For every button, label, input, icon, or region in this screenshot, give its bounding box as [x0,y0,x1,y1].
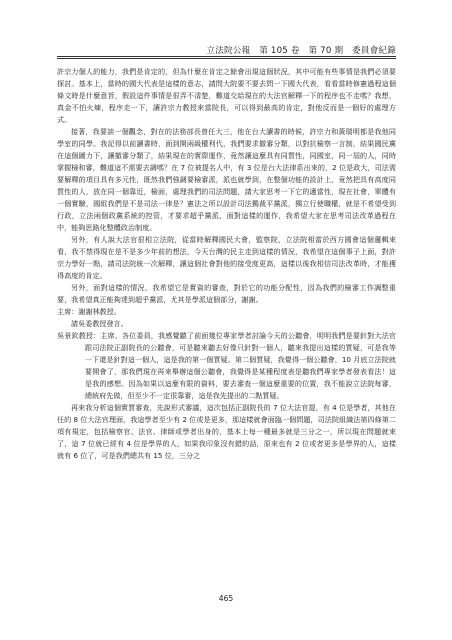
speaker-text: 謝謝林教授。 [78,307,121,316]
speaker-remark-wu [57,330,396,402]
paragraph-2: 接著，我要談一個觀念，對在的法務部長曾任大三，他在台大讀書的時候，許宗力和黃瑞明都是我他同學室的同學。我記得以前讀書時，面到開兩級權利代，我們要求撤審分類，以對抗檢察一言制，結果國民黨在這個圖力下，讓撤審分類了，結果現在的實際運作，竟然讓這麼具有同質性，同國室，同一屆的人，同時掌握檢和審，難道這不需要去調嗎？在 7 位被提名人中，有 3 位是台大法律系出來的，2 位是政大，司法需要解釋的項目具有多元性，既然我們強調要檢審派，派也就學到，在整個功能的設計上，竟然把具有高度同質性的人，放在同一個靠近，檢面，處理我們的司法問題，請大家思考一下它的適當性，現在社會，單體有一個實驗，國組我們是不是司法一律是？憲法之所以設計司法獨裁平黨派，獨立行使職權，就是不希望受到行政，立法兩個政黨系統的控管，才要求超乎黨派，面對這樣的運作，我希望大家在思考司法改革過程在中，能夠思路化整體政治制度。 [57,127,396,232]
header-rule-bottom [57,58,396,59]
paragraph-3: 另外，有人說大法官很相立法院，從當時解釋國民大會，監察院，立法院相當於西方國會這個邏輯來看，我不禁得現在是不是多少年前的想法，今天台灣的民主走到這樣的情況，我希望在這個事子上面，對許宗力學好一點，請司法院統一次解釋，讓這個社會對他的接受度更高，這樣以後我相信司法改革時，才能獲得高度的肯定。 [57,235,396,280]
speaker-name: 吳景欽教授： [57,331,101,340]
page-number: 465 [218,594,234,603]
transcript-body [57,66,396,462]
paragraph-invite: 請吳委教授發言。 [71,319,128,328]
speaker-text: 主席、各位委員，我感覺聽了前面幾位專家學者討論今天的公聽會，明明我們是要針對大法官跟司法院正副院長的公聽會，可是聽來聽去好像只針對一個人，聽來我提出這樣的質疑，可是我等一下還是針對這一個人，這是我的第一個質疑。第二個質疑，我覺得一個公聽會，10 月底立法院就要開會了，那我們現在再來舉辦這個公聽會，我覺得是某種程度表是聽我們專家學者發表看法！這是我的感想。因為如果以這麼有限的資料，要去審查一個這麼重要的位置，我不能說立法院每審，總統府先做，但至少不一定很靠審，這是我先提出的二點質疑。 [85,331,397,400]
speaker-name: 主席： [57,307,79,316]
gazette-header: 立法院公報 第 105 卷 第 70 期 委員會紀錄 [206,46,396,56]
paragraph-final: 再來我分析這個實質審查，先說形式審議，這次包括正副院長的 7 位大法官提，有 4 位是學者，其他在任的 8 位大法官理面，我這學者至少有 2 位或是更多，那這樣就會面臨一個問題，司法院組織法第四條第二項有規定，包括檢察官、法官、律師或學者出身的，基本上每一種最多就是三分之一，所以現在問題就來了，這 7 位就已經有 4 位是學界的人，如果我印象沒有錯的話，原來也有 2 位或者更多是學界的人，這樣就有 6 位了，可是我們總共有 15 位，三分之 [57,403,396,460]
chair-remark [57,306,396,318]
paragraph-1: 許宗力個人的能力，我們是肯定的，但為什麼在肯定之餘會出現這個狀況，其中可能有些事情是我們必須要探討。基本上，當時的國大代表是這樣的意志，請問大院要不要去問一下國大代表，看看當時修憲過程這個條文時是什麼意旨，假設這件事情是很弄不清楚，難道交給現在的大法官解釋一下的程序也不走嗎？我想，真金不怕火煉，程序走一下，讓許宗力教授來當院長，可以得到最高的肯定，對他反而是一個好的處理方式。 [57,67,396,124]
paragraph-4: 另外，面對這樣的情況，我希望它是實資的審查，對於它的功能分配性，因為我們的檢審工作調整重要，我希望真正能夠達到超乎黨派，尤其是學派這個部分，謝謝。 [57,283,396,304]
header-rule-top [57,56,396,57]
